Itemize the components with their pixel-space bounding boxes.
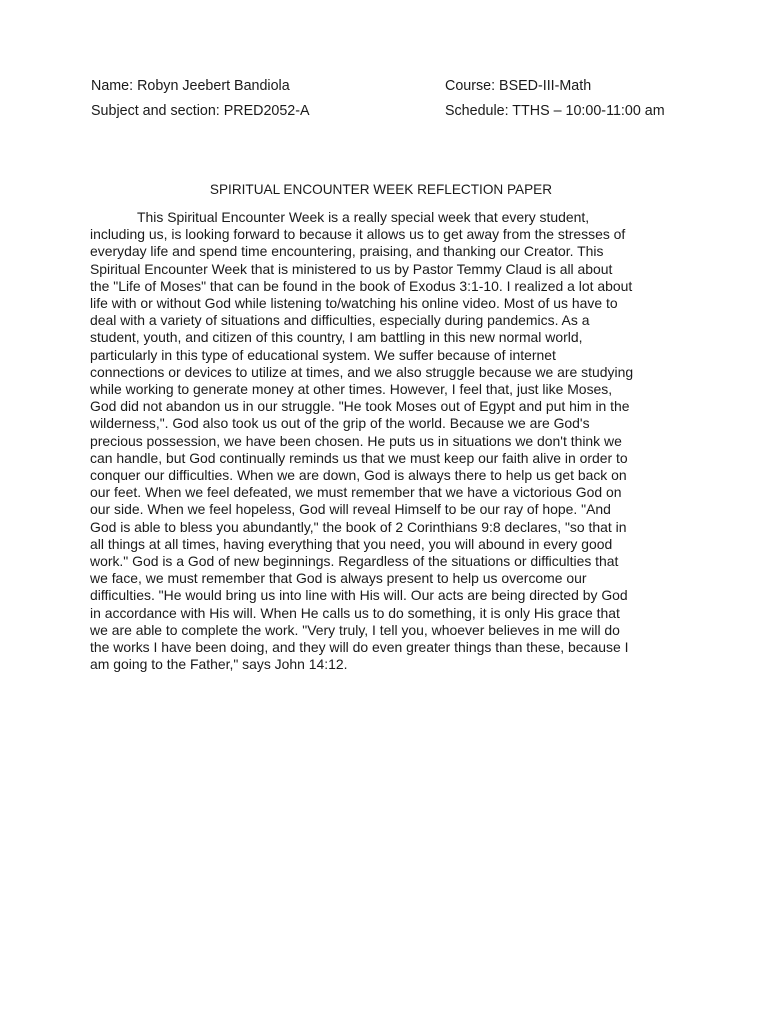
body-line: everyday life and spend time encountering, praising, and thanking our Creator. This xyxy=(90,243,604,260)
body-line: all things at all times, having everything that you need, you will abound in every good xyxy=(90,535,613,552)
body-line: the "Life of Moses" that can be found in the book of Exodus 3:1-10. I realized a lot about xyxy=(90,277,633,294)
body-line: deal with a variety of situations and difficulties, especially during pandemics. As a xyxy=(90,312,590,329)
body-line: we are able to complete the work. "Very truly, I tell you, whoever believes in me will do xyxy=(90,621,620,638)
course: Course: BSED-III-Math xyxy=(445,78,592,94)
body-line: conquer our difficulties. When we are down, God is always there to help us get back on xyxy=(90,467,627,484)
body-line: in accordance with His will. When He calls us to do something, it is only His grace that xyxy=(90,604,620,621)
body-line: the works I have been doing, and they will do even greater things than these, because I xyxy=(90,639,629,656)
body-line: connections or devices to utilize at times, and we also struggle because we are studying xyxy=(90,363,634,380)
body-line: our side. When we feel hopeless, God will reveal Himself to be our ray of hope. "And xyxy=(90,501,611,518)
reflection-body xyxy=(90,209,680,673)
subject-section: Subject and section: PRED2052-A xyxy=(91,103,310,119)
body-line: life with or without God while listening to/watching his online video. Most of us have to xyxy=(90,295,618,312)
body-line: This Spiritual Encounter Week is a really special week that every student, xyxy=(137,209,590,225)
paper-title: SPIRITUAL ENCOUNTER WEEK REFLECTION PAPER xyxy=(209,182,553,197)
body-line: including us, is looking forward to because it allows us to get away from the stresses of xyxy=(90,226,626,243)
body-line: particularly in this type of educational system. We suffer because of internet xyxy=(90,346,556,363)
schedule: Schedule: TTHS – 10:00-11:00 am xyxy=(445,103,665,119)
body-line: Spiritual Encounter Week that is ministered to us by Pastor Temmy Claud is all about xyxy=(90,260,613,277)
body-line: God is able to bless you abundantly," the book of 2 Corinthians 9:8 declares, "so that in xyxy=(90,518,627,535)
body-line: am going to the Father," says John 14:12. xyxy=(90,656,348,673)
body-line: difficulties. "He would bring us into line with His will. Our acts are being directed by God xyxy=(90,587,628,604)
body-line: while working to generate money at other times. However, I feel that, just like Moses, xyxy=(90,381,613,398)
body-line: God did not abandon us in our struggle. "He took Moses out of Egypt and put him in the xyxy=(90,398,630,415)
body-line: wilderness,". God also took us out of the grip of the world. Because we are God's xyxy=(90,415,590,432)
body-line: student, youth, and citizen of this country, I am battling in this new normal world, xyxy=(90,329,583,346)
body-line: precious possession, we have been chosen. He puts us in situations we don't think we xyxy=(90,432,622,449)
body-line: can handle, but God continually reminds us that we must keep our faith alive in order to xyxy=(90,449,628,466)
body-line: we face, we must remember that God is always present to help us overcome our xyxy=(90,570,587,587)
body-line: work." God is a God of new beginnings. Regardless of the situations or difficulties that xyxy=(90,553,619,570)
body-line: our feet. When we feel defeated, we must remember that we have a victorious God on xyxy=(90,484,622,501)
student-name: Name: Robyn Jeebert Bandiola xyxy=(91,78,290,94)
